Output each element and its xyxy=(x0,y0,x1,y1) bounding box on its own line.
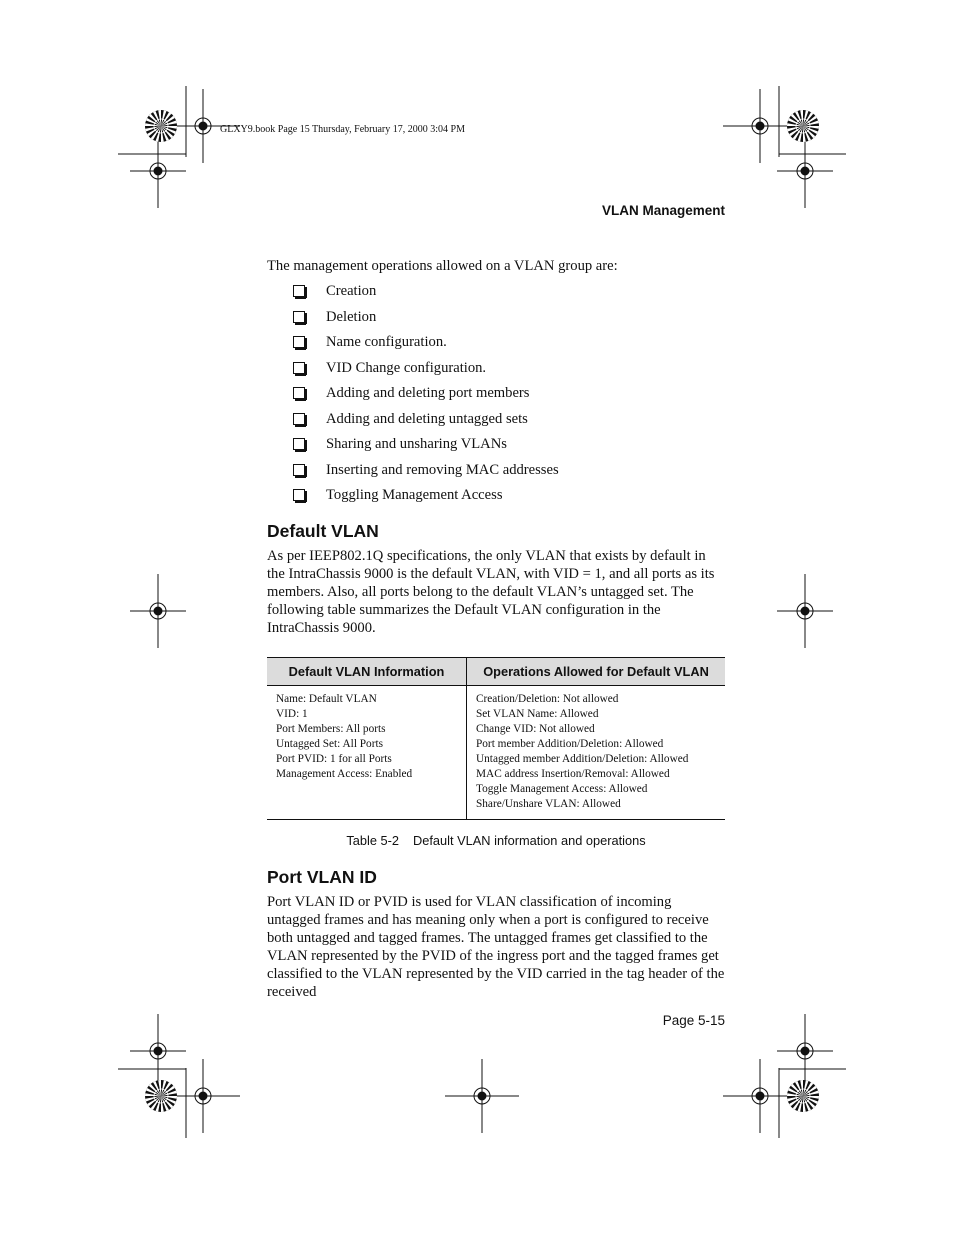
list-item xyxy=(293,410,559,436)
table-line: Creation/Deletion: Not allowed xyxy=(476,693,619,705)
list-item xyxy=(293,384,559,410)
intro-paragraph: The management operations allowed on a VLAN group are: xyxy=(267,258,618,274)
table-line: Toggle Management Access: Allowed xyxy=(476,783,648,795)
checkbox-bullet-icon xyxy=(293,438,305,450)
section-heading-default-vlan: Default VLAN xyxy=(267,521,379,541)
list-item-label: Inserting and removing MAC addresses xyxy=(326,461,559,478)
table-header-info: Default VLAN Information xyxy=(267,658,467,686)
table-line: Port PVID: 1 for all Ports xyxy=(276,753,392,765)
table-header-operations: Operations Allowed for Default VLAN xyxy=(467,658,726,686)
running-head: VLAN Management xyxy=(601,203,725,218)
table-line: Port Members: All ports xyxy=(276,723,386,735)
section-heading-port-vlan-id: Port VLAN ID xyxy=(267,867,377,887)
table-line: Share/Unshare VLAN: Allowed xyxy=(476,798,621,810)
list-item-label: VID Change configuration. xyxy=(326,359,487,376)
checkbox-bullet-icon xyxy=(293,387,305,399)
star-target-icon xyxy=(145,110,177,142)
table-line: Untagged Set: All Ports xyxy=(276,738,384,750)
list-item-label: Sharing and unsharing VLANs xyxy=(326,436,507,452)
table-line: MAC address Insertion/Removal: Allowed xyxy=(476,768,670,780)
table-line: Untagged member Addition/Deletion: Allowed xyxy=(476,753,689,765)
star-target-icon xyxy=(787,1080,819,1112)
checkbox-bullet-icon xyxy=(293,311,305,323)
caption-number: Table 5-2 xyxy=(346,833,400,848)
operations-list xyxy=(293,282,559,512)
list-item xyxy=(293,486,559,512)
checkbox-bullet-icon xyxy=(293,413,305,425)
list-item-label: Adding and deleting untagged sets xyxy=(326,410,528,427)
table-line: Change VID: Not allowed xyxy=(476,723,595,735)
table-line: Management Access: Enabled xyxy=(276,768,413,780)
list-item xyxy=(293,461,559,487)
page-number: Page 5-15 xyxy=(662,1013,725,1028)
list-item xyxy=(293,282,559,308)
list-item-label: Adding and deleting port members xyxy=(326,385,530,401)
list-item-label: Name configuration. xyxy=(326,334,447,350)
checkbox-bullet-icon xyxy=(293,336,305,348)
table-caption xyxy=(267,833,725,848)
table-line: VID: 1 xyxy=(276,708,308,720)
list-item xyxy=(293,359,559,385)
port-vlan-id-paragraph: Port VLAN ID or PVID is used for VLAN classification of incoming untagged frames and has meaning only when a port is configured to receive both untagged and tagged frames. The untagged frames get classified to the VLAN represented by the PVID of the ingress port and the tagged frames get classified to the VLAN represented by the VID carried in the tag header of the received xyxy=(267,894,725,1000)
list-item xyxy=(293,333,559,359)
caption-text: Default VLAN information and operations xyxy=(413,833,646,848)
default-vlan-table xyxy=(267,657,725,820)
list-item-label: Creation xyxy=(326,283,377,299)
checkbox-bullet-icon xyxy=(293,489,305,501)
table-cell-info xyxy=(267,686,467,820)
table-cell-operations xyxy=(467,686,726,820)
checkbox-bullet-icon xyxy=(293,362,305,374)
star-target-icon xyxy=(787,110,819,142)
list-item xyxy=(293,308,559,334)
table-line: Name: Default VLAN xyxy=(276,693,377,705)
checkbox-bullet-icon xyxy=(293,285,305,297)
list-item xyxy=(293,435,559,461)
checkbox-bullet-icon xyxy=(293,464,305,476)
list-item-label: Toggling Management Access xyxy=(326,487,503,503)
table-line: Set VLAN Name: Allowed xyxy=(476,708,599,720)
default-vlan-paragraph: As per IEEP802.1Q specifications, the only VLAN that exists by default in the IntraChassis 9000 is the default VLAN, with VID = 1, and all ports as its members. Also, all ports belong to the default VLAN’s untagged set. The following table summarizes the Default VLAN configuration in the IntraChassis 9000. xyxy=(267,548,715,636)
list-item-label: Deletion xyxy=(326,308,377,325)
print-slug: GLXY9.book Page 15 Thursday, February 17, 2000 3:04 PM xyxy=(220,124,465,135)
table-line: Port member Addition/Deletion: Allowed xyxy=(476,738,664,750)
star-target-icon xyxy=(145,1080,177,1112)
